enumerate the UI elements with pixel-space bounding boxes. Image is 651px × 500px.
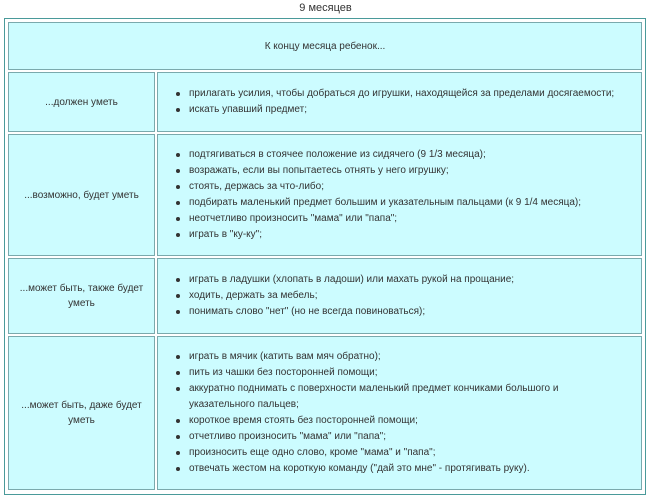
list-item: играть в "ку-ку"; (176, 227, 641, 243)
list-item: пить из чашки без посторонней помощи; (176, 365, 641, 381)
row-content-maybe-also (157, 258, 642, 334)
skill-list (158, 147, 641, 243)
row-label-maybe-also (8, 258, 155, 334)
list-item: произносить еще одно слово, кроме "мама" и "папа"; (176, 445, 641, 461)
table-header (8, 22, 642, 70)
row-label-text: ...может быть, также будет уметь (19, 283, 144, 309)
list-item: играть в ладушки (хлопать в ладоши) или махать рукой на прощание; (176, 272, 641, 288)
milestones-table (4, 18, 646, 495)
list-item: стоять, держась за что-либо; (176, 179, 641, 195)
row-label-maybe-even (8, 336, 155, 490)
list-item: аккуратно поднимать с поверхности маленький предмет кончиками большого и указательного пальцев; (176, 381, 641, 413)
list-item: понимать слово "нет" (но не всегда повиноваться); (176, 304, 641, 320)
page-title: 9 месяцев (299, 2, 352, 14)
skill-list (158, 272, 641, 320)
list-item: прилагать усилия, чтобы добраться до игрушки, находящейся за пределами досягаемости; (176, 86, 641, 102)
list-item: ходить, держать за мебель; (176, 288, 641, 304)
row-label-text: ...возможно, будет уметь (24, 189, 139, 201)
list-item: возражать, если вы попытаетесь отнять у него игрушку; (176, 163, 641, 179)
list-item: отвечать жестом на короткую команду ("дай это мне" - протягивать руку). (176, 461, 641, 477)
table-header-text: К концу месяца ребенок... (264, 40, 386, 52)
row-label-possibly (8, 134, 155, 256)
list-item: подтягиваться в стоячее положение из сидячего (9 1/3 месяца); (176, 147, 641, 163)
list-item: короткое время стоять без посторонней помощи; (176, 413, 641, 429)
row-label-text: ...может быть, даже будет уметь (21, 400, 142, 426)
row-content-maybe-even (157, 336, 642, 490)
skill-list (158, 86, 641, 118)
row-label-text: ...должен уметь (45, 96, 118, 108)
skill-list (158, 349, 641, 477)
row-label-must (8, 72, 155, 132)
list-item: играть в мячик (катить вам мяч обратно); (176, 349, 641, 365)
list-item: искать упавший предмет; (176, 102, 641, 118)
row-content-must (157, 72, 642, 132)
list-item: подбирать маленький предмет большим и указательным пальцами (к 9 1/4 месяца); (176, 195, 641, 211)
list-item: отчетливо произносить "мама" или "папа"; (176, 429, 641, 445)
row-content-possibly (157, 134, 642, 256)
list-item: неотчетливо произносить "мама" или "папа"; (176, 211, 641, 227)
